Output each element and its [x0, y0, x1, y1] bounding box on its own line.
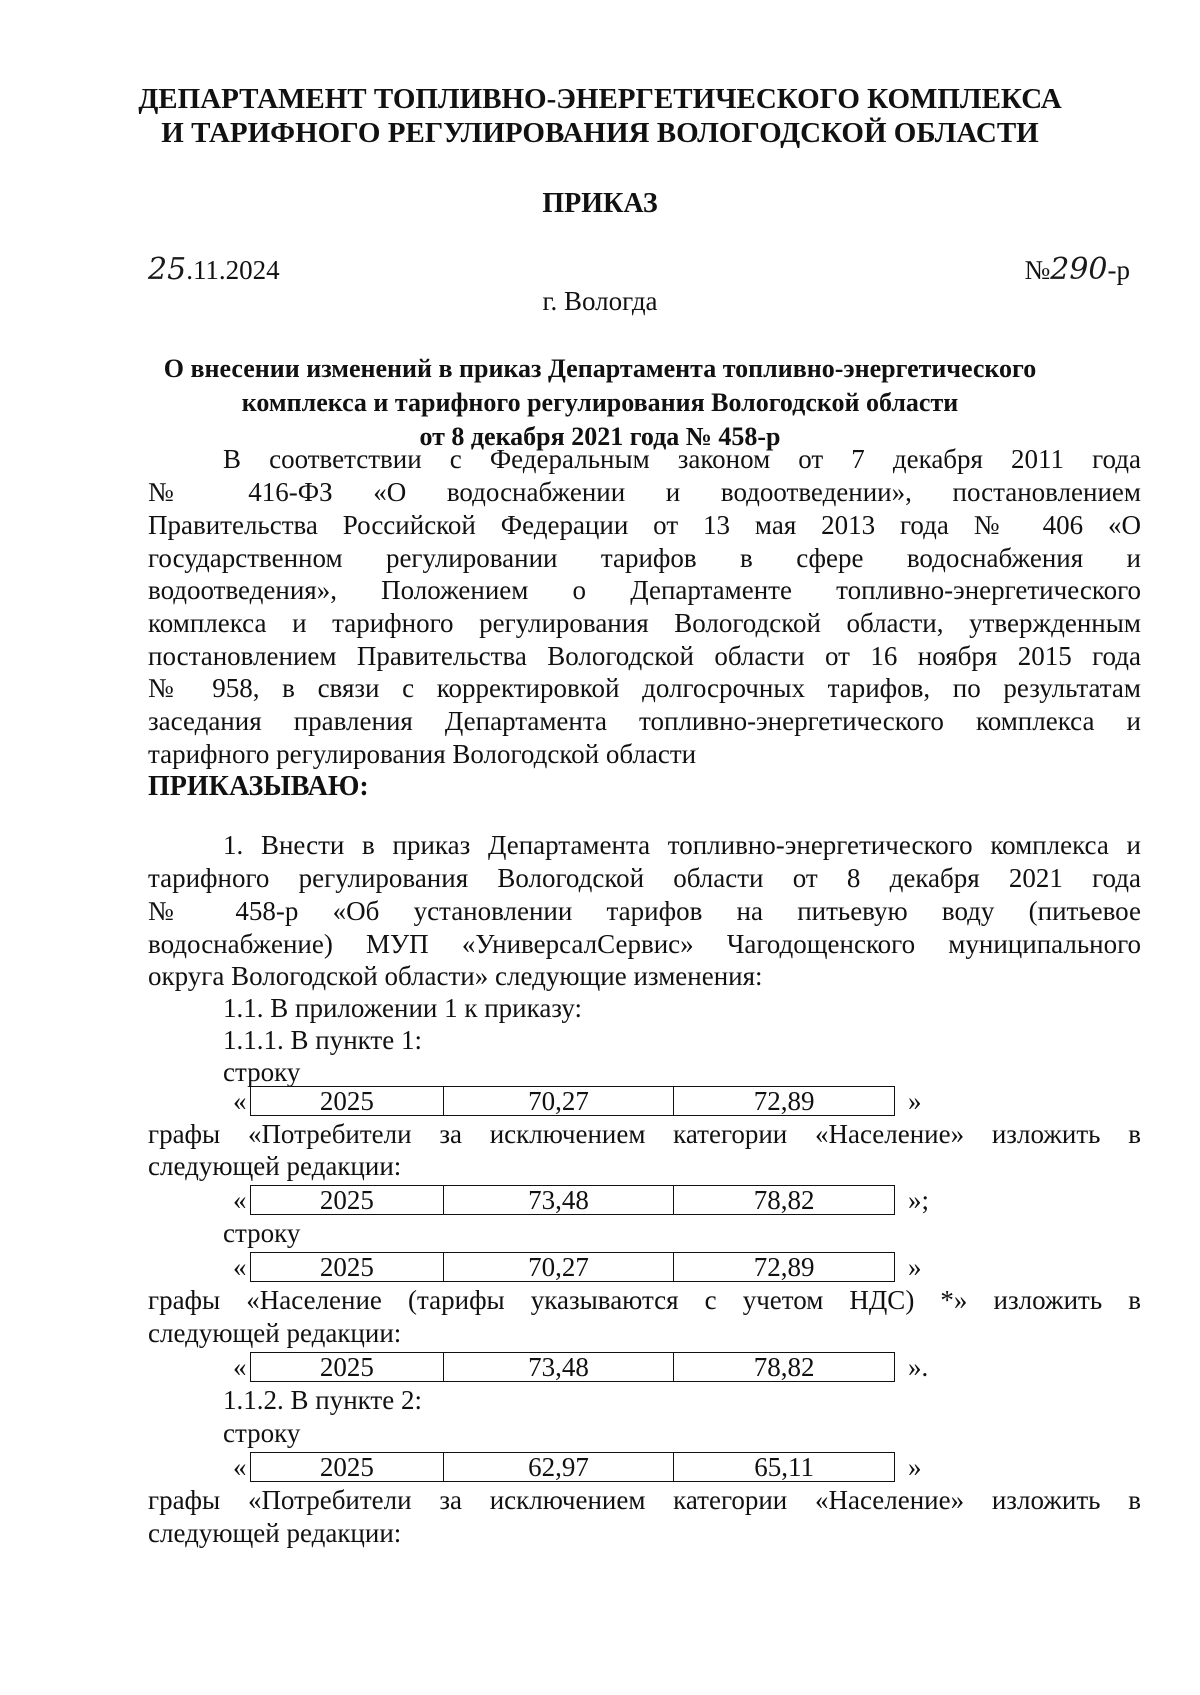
preamble-line: В соответствии с Федеральным законом от 7 декабря 2011 года: [223, 444, 1141, 474]
quote-close: »: [908, 1452, 922, 1482]
stroku-label: строку: [223, 1418, 301, 1448]
quote-close: »;: [908, 1185, 930, 1215]
quote-open: «: [233, 1252, 247, 1282]
handwritten-day: 25: [148, 252, 187, 287]
tariff-cell: 62,97: [444, 1453, 675, 1481]
tariff-row: [250, 1086, 895, 1116]
year-cell: 2025: [251, 1453, 444, 1481]
grafy-line: графы «Потребители за исключением категории «Население» изложить в: [148, 1485, 1141, 1515]
city: г. Вологда: [542, 286, 658, 316]
tariff-cell: 73,48: [444, 1186, 675, 1214]
preamble-line: тарифного регулирования Вологодской области: [148, 739, 697, 769]
tariff-cell: 70,27: [444, 1253, 675, 1281]
year-cell: 2025: [251, 1353, 444, 1381]
quote-open: «: [233, 1352, 247, 1382]
header-line-1: ДЕПАРТАМЕНТ ТОПЛИВНО-ЭНЕРГЕТИЧЕСКОГО КОМПЛЕКСА: [138, 83, 1062, 115]
next-edition-line: следующей редакции:: [148, 1518, 402, 1548]
tariff-cell: 78,82: [753, 1352, 815, 1382]
document-type: ПРИКАЗ: [542, 188, 658, 219]
item-1-1: 1.1. В приложении 1 к приказу:: [223, 993, 583, 1023]
preamble-line: № 416-ФЗ «О водоснабжении и водоотведении», постановлением: [148, 477, 1141, 507]
quote-open: «: [233, 1185, 247, 1215]
year-cell: 2025: [251, 1253, 444, 1281]
tariff-cell: 65,11: [754, 1452, 815, 1482]
tariff-row: [250, 1185, 895, 1215]
tariff-cell: 72,89: [753, 1252, 815, 1282]
document-date: [148, 252, 280, 287]
preamble-line: водоотведения», Положением о Департаменте топливно-энергетического: [148, 575, 1141, 605]
stroku-label: строку: [223, 1057, 301, 1087]
document-number: [1024, 252, 1130, 287]
handwritten-number: 290: [1050, 252, 1108, 287]
tariff-cell: 73,48: [444, 1353, 675, 1381]
year-cell: 2025: [251, 1087, 444, 1115]
item-1-1-2: 1.1.2. В пункте 2:: [223, 1385, 422, 1415]
number-prefix: №: [1024, 255, 1051, 285]
title-line-1: О внесении изменений в приказ Департамента топливно-энергетического: [163, 354, 1037, 383]
number-suffix: -р: [1107, 255, 1130, 285]
next-edition-line: следующей редакции:: [148, 1318, 402, 1348]
tariff-cell: 70,27: [444, 1087, 675, 1115]
item-1-1-1: 1.1.1. В пункте 1:: [223, 1025, 422, 1055]
preamble-line: комплекса и тарифного регулирования Вологодской области, утвержденным: [148, 608, 1141, 638]
grafy-line: графы «Население (тарифы указываются с учетом НДС) *» изложить в: [148, 1285, 1141, 1315]
quote-close: »: [908, 1086, 922, 1116]
item1-line: округа Вологодской области» следующие изменения:: [148, 961, 763, 991]
quote-close: ».: [908, 1352, 929, 1382]
next-edition-line: следующей редакции:: [148, 1151, 402, 1181]
preamble-line: заседания правления Департамента топливно-энергетического комплекса и: [148, 706, 1141, 736]
grafy-line: графы «Потребители за исключением категории «Население» изложить в: [148, 1119, 1141, 1149]
item1-line: 1. Внести в приказ Департамента топливно-энергетического комплекса и: [223, 830, 1141, 860]
preamble-line: Правительства Российской Федерации от 13 мая 2013 года № 406 «О: [148, 510, 1141, 540]
tariff-cell: 72,89: [753, 1086, 815, 1116]
date-rest: .11.2024: [186, 255, 280, 285]
tariff-cell: 78,82: [753, 1185, 815, 1215]
quote-open: «: [233, 1086, 247, 1116]
title-line-3: от 8 декабря 2021 года № 458-р: [419, 422, 781, 451]
tariff-row: [250, 1452, 895, 1482]
title-line-2: комплекса и тарифного регулирования Вологодской области: [241, 388, 959, 417]
preamble-line: постановлением Правительства Вологодской области от 16 ноября 2015 года: [148, 641, 1141, 671]
item1-line: № 458-р «Об установлении тарифов на питьевую воду (питьевое: [148, 896, 1141, 926]
document-title: [0, 352, 1200, 454]
preamble-line: № 958, в связи с корректировкой долгосрочных тарифов, по результатам: [148, 673, 1141, 703]
year-cell: 2025: [251, 1186, 444, 1214]
item1-line: водоснабжение) МУП «УниверсалСервис» Чагодощенского муниципального: [148, 929, 1141, 959]
preamble-line: государственном регулировании тарифов в сфере водоснабжения и: [148, 543, 1141, 573]
department-header: [0, 82, 1200, 150]
header-line-2: И ТАРИФНОГО РЕГУЛИРОВАНИЯ ВОЛОГОДСКОЙ ОБЛАСТИ: [161, 117, 1039, 149]
decree-word: ПРИКАЗЫВАЮ:: [148, 771, 369, 802]
stroku-label: строку: [223, 1218, 301, 1248]
item1-line: тарифного регулирования Вологодской области от 8 декабря 2021 года: [148, 863, 1141, 893]
tariff-row: [250, 1252, 895, 1282]
tariff-row: [250, 1352, 895, 1382]
quote-open: «: [233, 1452, 247, 1482]
quote-close: »: [908, 1252, 922, 1282]
